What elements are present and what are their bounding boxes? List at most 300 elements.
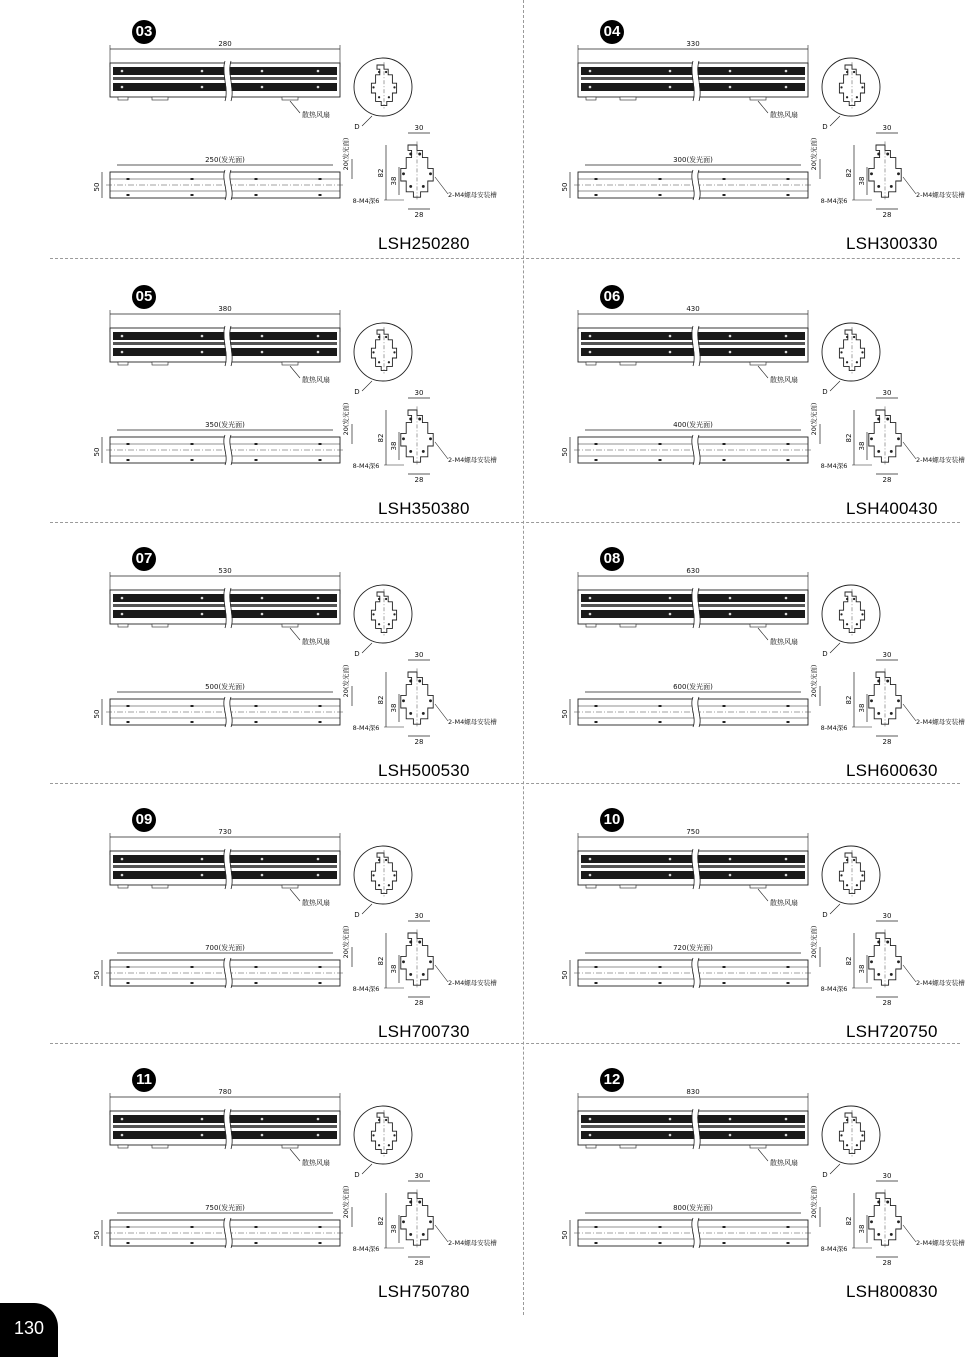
screw-hole: [877, 1201, 880, 1204]
technical-drawing: [518, 5, 969, 267]
break-mark: [227, 588, 229, 628]
screw-dot: [589, 351, 592, 354]
mount-inner-label: 38: [390, 964, 398, 974]
model-name: LSH500530: [378, 761, 470, 780]
mount-base-label: 28: [882, 738, 892, 746]
top-view: [578, 305, 808, 384]
screw-hole: [422, 450, 425, 453]
mount-point: [659, 982, 662, 984]
mount-point: [319, 1226, 322, 1228]
screw-hole: [897, 437, 900, 440]
mount-point: [319, 443, 322, 445]
screw-hole: [393, 874, 395, 876]
side-height-label: 50: [561, 447, 569, 457]
screw-hole: [856, 96, 858, 98]
screw-hole: [418, 153, 421, 156]
mount-point: [595, 1242, 598, 1244]
screw-dot: [589, 1118, 592, 1121]
leader-line: [830, 1164, 840, 1174]
screw-dot: [669, 1118, 672, 1121]
mount-height-label: 82: [377, 168, 385, 178]
total-length-label: 780: [218, 1088, 232, 1096]
mount-point: [319, 966, 322, 968]
mount-section: [353, 1172, 498, 1267]
screw-dot: [201, 1118, 204, 1121]
screw-hole: [897, 172, 900, 175]
fan-label: 散热风扇: [302, 111, 330, 119]
leader-line: [758, 889, 768, 901]
screw-dot: [317, 1134, 320, 1137]
fan-slot: [282, 624, 298, 627]
emitting-height-label: 20(发光面): [342, 664, 350, 698]
fan-slot: [152, 624, 168, 627]
screw-dot: [729, 335, 732, 338]
mount-point: [191, 982, 194, 984]
emitting-height-label: 20(发光面): [342, 137, 350, 171]
screw-hole: [429, 1220, 432, 1223]
screw-hole: [429, 172, 432, 175]
mount-point: [255, 178, 258, 180]
screw-hole: [846, 1144, 848, 1146]
mount-height-label: 82: [845, 695, 853, 705]
leader-line: [435, 965, 448, 982]
screw-dot: [121, 858, 124, 861]
mount-section: [821, 389, 966, 484]
mount-point: [787, 178, 790, 180]
mount-point: [659, 705, 662, 707]
screw-dot: [121, 597, 124, 600]
top-view: [578, 1088, 808, 1167]
emitting-height-label: 20(发光面): [810, 1185, 818, 1219]
screw-dot: [669, 351, 672, 354]
screw-hole: [385, 71, 387, 73]
screw-hole: [853, 336, 855, 338]
mount-point: [319, 982, 322, 984]
front-view: [561, 665, 820, 727]
screw-spec-label: 8-M4深6: [352, 197, 380, 205]
screw-dot: [261, 597, 264, 600]
total-length-label: 730: [218, 828, 232, 836]
fan-slot: [282, 1145, 298, 1148]
mount-point: [319, 194, 322, 196]
mount-point: [191, 194, 194, 196]
mount-inner-label: 38: [390, 176, 398, 186]
screw-dot: [785, 70, 788, 73]
screw-hole: [429, 960, 432, 963]
screw-hole: [890, 712, 893, 715]
mount-point: [255, 705, 258, 707]
screw-hole: [840, 613, 842, 615]
connector: [586, 1145, 596, 1148]
fan-label: 散热风扇: [770, 899, 798, 907]
screw-hole: [861, 1134, 863, 1136]
side-height-label: 50: [561, 970, 569, 980]
screw-hole: [870, 1220, 873, 1223]
total-length-label: 830: [686, 1088, 700, 1096]
slot-spec-label: 2-M4螺母安装槽: [916, 718, 965, 726]
screw-dot: [261, 70, 264, 73]
screw-hole: [840, 86, 842, 88]
screw-hole: [393, 1134, 395, 1136]
screw-dot: [121, 1118, 124, 1121]
screw-dot: [261, 858, 264, 861]
slot-spec-label: 2-M4螺母安装槽: [448, 979, 497, 987]
screw-hole: [418, 680, 421, 683]
screw-dot: [121, 70, 124, 73]
connector: [118, 1145, 128, 1148]
screw-hole: [870, 960, 873, 963]
technical-drawing: [50, 5, 510, 267]
screw-hole: [429, 699, 432, 702]
mount-point: [595, 443, 598, 445]
leader-line: [758, 1149, 768, 1161]
fan-slot: [282, 885, 298, 888]
mount-point: [319, 721, 322, 723]
technical-drawing: [50, 532, 510, 794]
led-strip: [113, 83, 337, 91]
screw-dot: [729, 351, 732, 354]
mount-height-label: 82: [845, 1216, 853, 1226]
connector: [586, 362, 596, 365]
mount-point: [787, 443, 790, 445]
side-height-label: 50: [93, 970, 101, 980]
screw-hole: [890, 185, 893, 188]
mount-point: [659, 443, 662, 445]
connector: [586, 97, 596, 100]
detail-marker-label: D: [354, 1171, 360, 1179]
mount-point: [659, 459, 662, 461]
screw-hole: [409, 973, 412, 976]
emitting-length-label: 250(发光面): [205, 156, 245, 164]
screw-hole: [409, 941, 412, 944]
screw-hole: [378, 361, 380, 363]
mount-point: [255, 194, 258, 196]
emitting-height-label: 20(发光面): [342, 402, 350, 436]
product-cell: [518, 270, 969, 532]
screw-dot: [785, 1118, 788, 1121]
detail-marker-label: D: [822, 123, 828, 131]
mount-inner-label: 38: [390, 441, 398, 451]
screw-dot: [317, 335, 320, 338]
screw-dot: [121, 1134, 124, 1137]
screw-dot: [729, 858, 732, 861]
mount-point: [255, 1242, 258, 1244]
emitting-length-label: 700(发光面): [205, 944, 245, 952]
screw-hole: [372, 613, 374, 615]
mount-base-label: 28: [414, 1259, 424, 1267]
front-view: [561, 138, 820, 200]
screw-hole: [409, 418, 412, 421]
screw-dot: [729, 1118, 732, 1121]
screw-hole: [890, 450, 893, 453]
screw-hole: [402, 699, 405, 702]
mount-point: [191, 966, 194, 968]
screw-hole: [877, 941, 880, 944]
screw-dot: [669, 1134, 672, 1137]
fan-slot: [152, 97, 168, 100]
leader-line: [903, 965, 916, 982]
screw-dot: [201, 858, 204, 861]
emitting-length-label: 800(发光面): [673, 1204, 713, 1212]
screw-spec-label: 8-M4深6: [352, 462, 380, 470]
front-view: [93, 926, 352, 988]
mount-point: [723, 966, 726, 968]
screw-dot: [317, 858, 320, 861]
break-mark: [227, 958, 229, 988]
fan-slot: [750, 885, 766, 888]
screw-dot: [121, 351, 124, 354]
mount-point: [127, 721, 130, 723]
break-mark: [227, 326, 229, 366]
mount-point: [787, 721, 790, 723]
screw-spec-label: 8-M4深6: [820, 197, 848, 205]
total-length-label: 330: [686, 40, 700, 48]
mount-point: [255, 1226, 258, 1228]
mount-width-label: 30: [882, 389, 892, 397]
screw-hole: [853, 71, 855, 73]
leader-line: [290, 889, 300, 901]
emitting-height-label: 20(发光面): [810, 664, 818, 698]
screw-hole: [422, 973, 425, 976]
mount-height-label: 82: [377, 695, 385, 705]
detail-marker-label: D: [822, 650, 828, 658]
screw-dot: [669, 874, 672, 877]
top-view: [578, 567, 808, 646]
screw-dot: [669, 335, 672, 338]
led-strip: [113, 348, 337, 356]
top-view: [578, 828, 808, 907]
screw-hole: [409, 680, 412, 683]
screw-hole: [870, 172, 873, 175]
total-length-label: 750: [686, 828, 700, 836]
front-view: [93, 403, 352, 465]
screw-dot: [317, 86, 320, 89]
mount-base-label: 28: [414, 738, 424, 746]
top-view: [110, 40, 340, 119]
mount-base-label: 28: [882, 211, 892, 219]
item-number-badge: 05: [132, 285, 156, 309]
mount-point: [723, 178, 726, 180]
emitting-height-label: 20(发光面): [342, 1185, 350, 1219]
screw-hole: [422, 185, 425, 188]
led-strip: [581, 871, 805, 879]
mount-point: [595, 1226, 598, 1228]
technical-drawing: [518, 270, 969, 532]
emitting-height-label: 20(发光面): [342, 925, 350, 959]
screw-hole: [378, 598, 380, 600]
side-height-label: 50: [93, 1230, 101, 1240]
item-number-badge: 04: [600, 20, 624, 44]
fan-slot: [152, 885, 168, 888]
break-mark: [695, 958, 697, 988]
screw-dot: [669, 613, 672, 616]
total-length-label: 280: [218, 40, 232, 48]
mount-width-label: 30: [414, 651, 424, 659]
product-cell: [50, 532, 510, 794]
mount-base-label: 28: [414, 476, 424, 484]
break-mark: [227, 697, 229, 727]
screw-dot: [589, 335, 592, 338]
item-number-badge: 10: [600, 808, 624, 832]
leader-line: [758, 366, 768, 378]
screw-dot: [201, 1134, 204, 1137]
mount-inner-label: 38: [858, 441, 866, 451]
screw-dot: [589, 858, 592, 861]
screw-hole: [385, 336, 387, 338]
screw-dot: [589, 70, 592, 73]
screw-hole: [402, 172, 405, 175]
mount-point: [659, 1242, 662, 1244]
fan-slot: [282, 97, 298, 100]
leader-line: [758, 628, 768, 640]
mount-base-label: 28: [414, 211, 424, 219]
screw-hole: [846, 71, 848, 73]
product-cell: [518, 532, 969, 794]
front-view: [93, 665, 352, 727]
mount-point: [723, 459, 726, 461]
emitting-length-label: 600(发光面): [673, 683, 713, 691]
product-cell: [518, 5, 969, 267]
mount-point: [595, 459, 598, 461]
mount-point: [659, 721, 662, 723]
led-strip: [113, 610, 337, 618]
total-length-label: 630: [686, 567, 700, 575]
top-view: [110, 828, 340, 907]
screw-hole: [877, 973, 880, 976]
screw-dot: [729, 613, 732, 616]
break-mark: [695, 61, 697, 101]
product-cell: [518, 793, 969, 1055]
break-mark: [695, 849, 697, 889]
top-view: [110, 567, 340, 646]
break-mark: [227, 849, 229, 889]
mount-point: [723, 705, 726, 707]
break-mark: [695, 588, 697, 628]
connector: [118, 885, 128, 888]
screw-hole: [402, 437, 405, 440]
product-cell: [50, 270, 510, 532]
screw-dot: [589, 613, 592, 616]
technical-drawing: [50, 1053, 510, 1315]
technical-drawing: [50, 270, 510, 532]
screw-dot: [589, 86, 592, 89]
screw-hole: [409, 712, 412, 715]
mount-point: [595, 966, 598, 968]
screw-dot: [317, 874, 320, 877]
detail-view: [822, 1106, 880, 1179]
fan-label: 散热风扇: [770, 1159, 798, 1167]
connector: [118, 97, 128, 100]
screw-dot: [785, 351, 788, 354]
mount-height-label: 82: [377, 956, 385, 966]
mount-width-label: 30: [414, 912, 424, 920]
mount-point: [127, 194, 130, 196]
screw-spec-label: 8-M4深6: [820, 1245, 848, 1253]
screw-hole: [385, 859, 387, 861]
screw-hole: [890, 973, 893, 976]
screw-hole: [402, 960, 405, 963]
screw-hole: [378, 1119, 380, 1121]
led-strip: [113, 1131, 337, 1139]
front-view: [561, 926, 820, 988]
screw-spec-label: 8-M4深6: [352, 724, 380, 732]
detail-view: [354, 585, 412, 658]
screw-dot: [317, 597, 320, 600]
screw-hole: [409, 185, 412, 188]
mount-point: [595, 721, 598, 723]
detail-view: [822, 585, 880, 658]
leader-line: [830, 904, 840, 914]
leader-line: [362, 381, 372, 391]
screw-hole: [877, 712, 880, 715]
screw-dot: [317, 70, 320, 73]
detail-marker-label: D: [354, 650, 360, 658]
mount-point: [723, 194, 726, 196]
screw-dot: [589, 874, 592, 877]
break-mark: [227, 1109, 229, 1149]
mount-point: [595, 982, 598, 984]
mount-point: [319, 1242, 322, 1244]
screw-dot: [785, 86, 788, 89]
model-name: LSH750780: [378, 1282, 470, 1301]
screw-hole: [422, 1233, 425, 1236]
side-height-label: 50: [561, 1230, 569, 1240]
mount-base-label: 28: [414, 999, 424, 1007]
model-name: LSH720750: [846, 1022, 938, 1041]
fan-slot: [750, 362, 766, 365]
detail-marker-label: D: [354, 123, 360, 131]
item-number-badge: 09: [132, 808, 156, 832]
leader-line: [435, 442, 448, 459]
total-length-label: 380: [218, 305, 232, 313]
screw-hole: [886, 941, 889, 944]
fan-slot: [620, 624, 636, 627]
screw-hole: [393, 613, 395, 615]
screw-dot: [785, 858, 788, 861]
slot-spec-label: 2-M4螺母安装槽: [448, 718, 497, 726]
emitting-height-label: 20(发光面): [810, 402, 818, 436]
detail-view: [354, 846, 412, 919]
screw-dot: [589, 1134, 592, 1137]
fan-slot: [620, 885, 636, 888]
screw-hole: [861, 874, 863, 876]
screw-hole: [388, 1144, 390, 1146]
break-mark: [695, 435, 697, 465]
screw-spec-label: 8-M4深6: [820, 985, 848, 993]
connector: [118, 624, 128, 627]
leader-line: [903, 1225, 916, 1242]
mount-width-label: 30: [414, 1172, 424, 1180]
detail-view: [354, 323, 412, 396]
screw-hole: [890, 1233, 893, 1236]
screw-dot: [261, 351, 264, 354]
screw-hole: [429, 437, 432, 440]
screw-hole: [886, 418, 889, 421]
leader-line: [830, 381, 840, 391]
screw-dot: [669, 858, 672, 861]
mount-section: [821, 1172, 966, 1267]
mount-point: [191, 443, 194, 445]
screw-dot: [785, 335, 788, 338]
mount-section: [353, 912, 498, 1007]
mount-point: [127, 178, 130, 180]
mount-point: [255, 966, 258, 968]
leader-line: [903, 704, 916, 721]
screw-hole: [886, 153, 889, 156]
emitting-length-label: 500(发光面): [205, 683, 245, 691]
screw-hole: [846, 1119, 848, 1121]
screw-dot: [669, 597, 672, 600]
